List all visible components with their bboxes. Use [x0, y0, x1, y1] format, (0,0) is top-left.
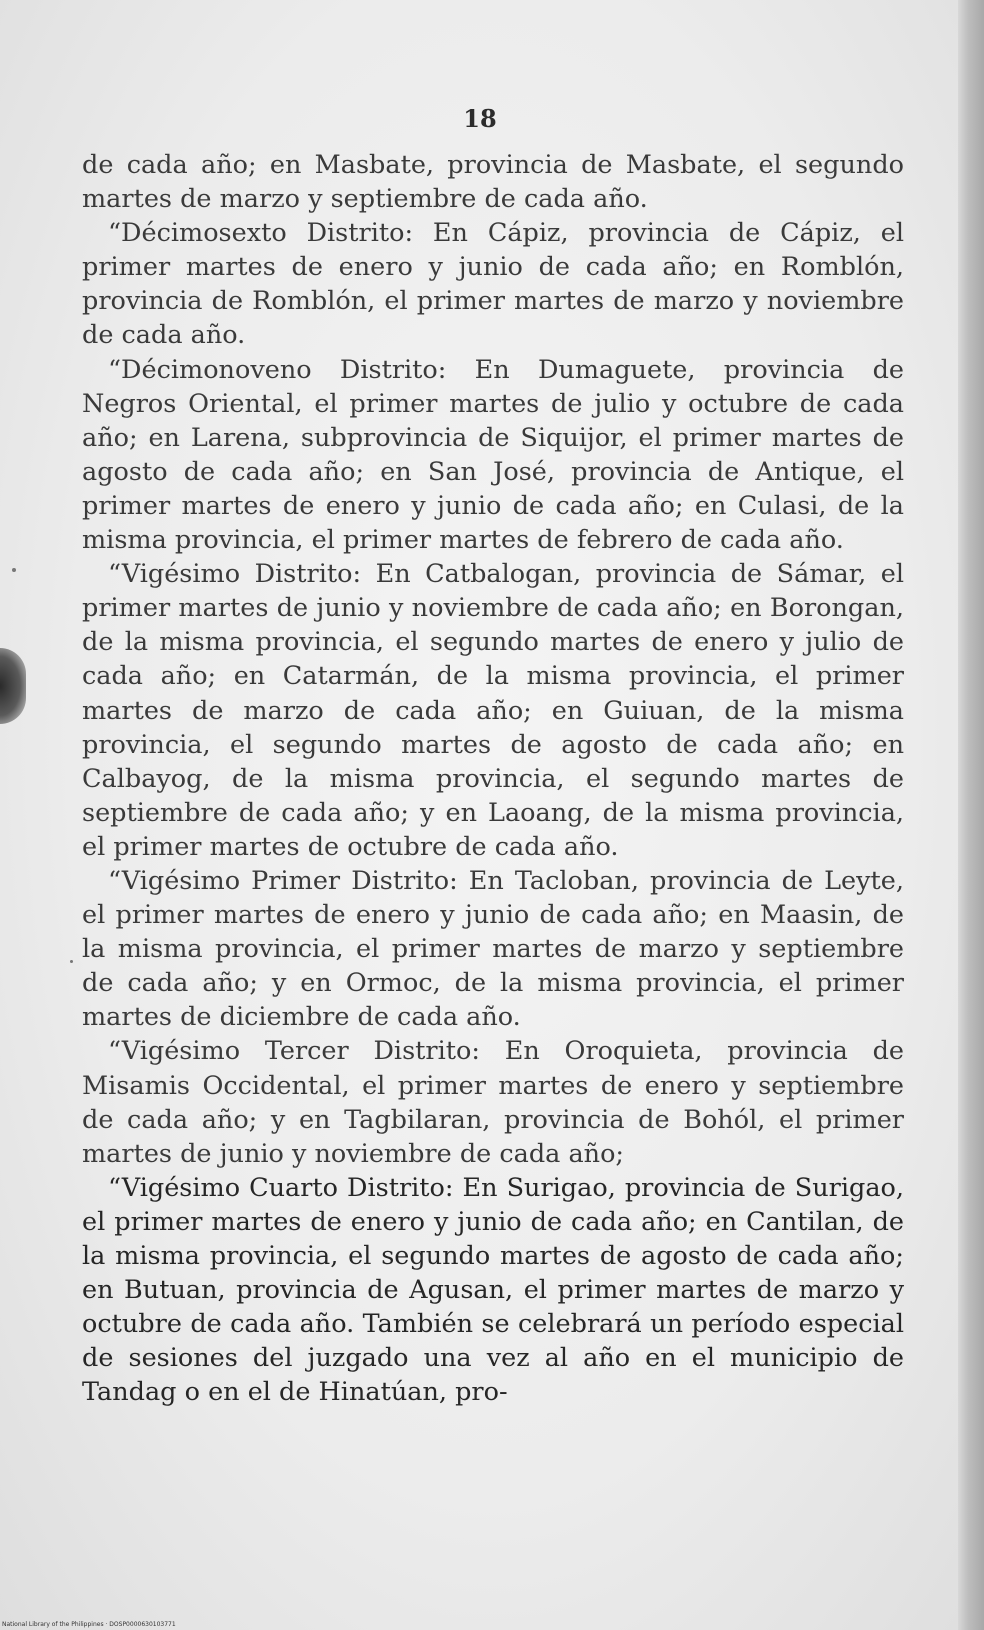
paragraph-vigesimo-tercer-distrito: “Vigésimo Tercer Distrito: En Oroquieta, provincia de Misamis Occidental, el primer martes de enero y septiembre de cada año; y en Tagbilaran, provincia de Bohól, el primer martes de junio y noviembre de cada año;: [82, 1036, 904, 1169]
thumb-shadow: [0, 648, 26, 724]
paragraph-vigesimo-distrito: “Vigésimo Distrito: En Catbalogan, provincia de Sámar, el primer martes de junio y noviembre de cada año; en Borongan, de la misma provincia, el segundo martes de enero y julio de cada año; en Catarmán, de la misma provincia, el primer martes de marzo de cada año; en Guiuan, de la misma provincia, el segundo martes de agosto de cada año; en Calbayog, de la misma provincia, el segundo martes de septiembre de cada año; y en Laoang, de la misma provincia, el primer martes de octubre de cada año.: [82, 559, 904, 862]
paragraph-decimonoveno-distrito: “Décimonoveno Distrito: En Dumaguete, provincia de Negros Oriental, el primer martes de julio y octubre de cada año; en Larena, subprovincia de Siquijor, el primer martes de agosto de cada año; en San José, provincia de Antique, el primer martes de enero y junio de cada año; en Culasi, de la misma provincia, el primer martes de febrero de cada año.: [82, 354, 904, 556]
footer-credit: National Library of the Philippines · DOSP0000630103771: [2, 1621, 176, 1628]
paragraph-vigesimo-cuarto-distrito: “Vigésimo Cuarto Distrito: En Surigao, provincia de Surigao, el primer martes de enero y junio de cada año; en Cantilan, de la misma provincia, el segundo martes de agosto de cada año; en Butuan, provincia de Agusan, el primer martes de marzo y octubre de cada año. También se celebrará un período especial de sesiones del juzgado una vez al año en el municipio de Tandag o en el de Hinatúan, pro-: [82, 1172, 904, 1408]
ink-speck: [12, 568, 16, 572]
paragraph-decimosexto-distrito: “Décimosexto Distrito: En Cápiz, provincia de Cápiz, el primer martes de enero y junio de cada año; en Romblón, provincia de Romblón, el primer martes de marzo y noviembre de cada año.: [82, 218, 904, 351]
paragraph-vigesimo-primer-distrito: “Vigésimo Primer Distrito: En Tacloban, provincia de Leyte, el primer martes de enero y junio de cada año; en Maasin, de la misma provincia, el primer martes de marzo y septiembre de cada año; y en Ormoc, de la misma provincia, el primer martes de diciembre de cada año.: [82, 865, 904, 1033]
page-number: 18: [463, 104, 497, 133]
page-edge-shadow: [958, 0, 984, 1630]
paragraph-continuation: de cada año; en Masbate, provincia de Masbate, el segundo martes de marzo y septiembre de cada año.: [82, 150, 904, 215]
body-text: [82, 148, 904, 1409]
ink-speck: [70, 960, 73, 963]
